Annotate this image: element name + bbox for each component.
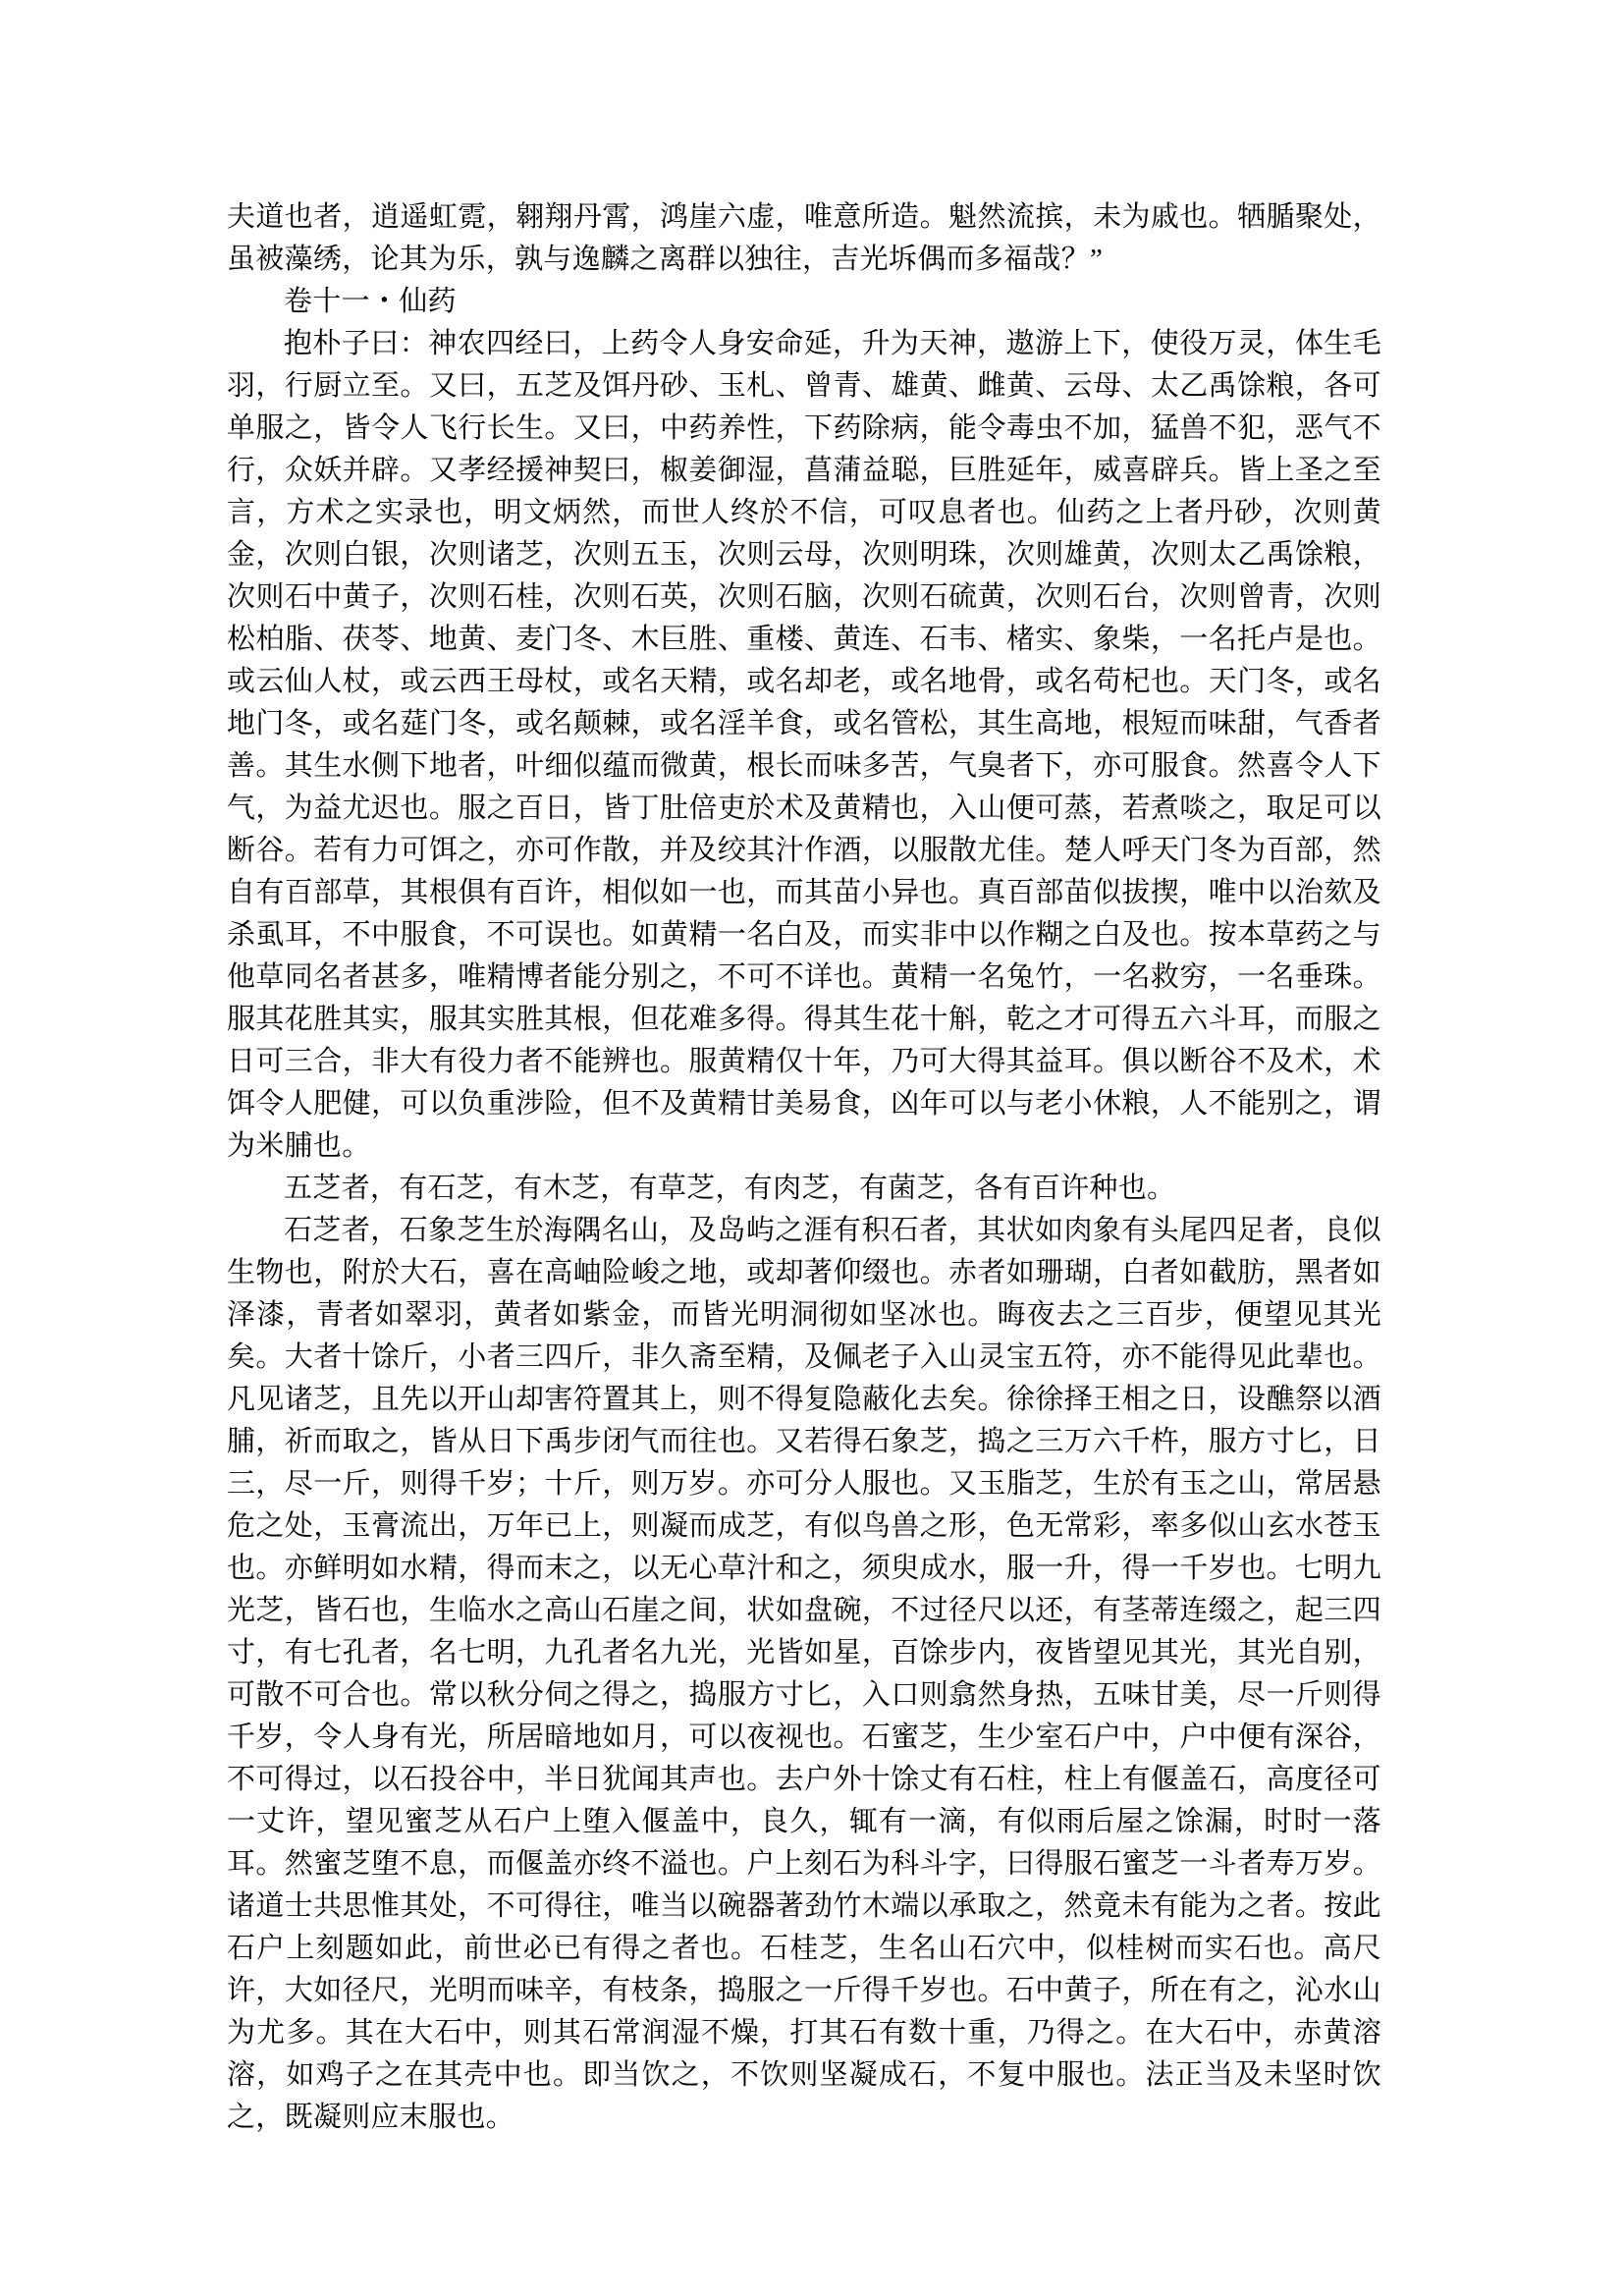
paragraph-1: 夫道也者，逍遥虹霓，翱翔丹霄，鸿崖六虚，唯意所造。魁然流摈，未为戚也。牺腯聚处，虽被藻绣，论其为乐，孰与逸麟之离群以独往，吉光坼偶而多福哉？” <box>227 201 1381 275</box>
paragraph-4: 五芝者，有石芝，有木芝，有草芝，有肉芝，有菌芝，各有百许种也。 <box>284 1173 1176 1204</box>
document-text-block <box>227 196 1381 2139</box>
paragraph-5: 石芝者，石象芝生於海隅名山，及岛屿之涯有积石者，其状如肉象有头尾四足者，良似生物也，附於大石，喜在高岫险峻之地，或却著仰缀也。赤者如珊瑚，白者如截肪，黑者如泽漆，青者如翠羽，黄者如紫金，而皆光明洞彻如坚冰也。晦夜去之三百步，便望见其光矣。大者十馀斤，小者三四斤，非久斋至精，及佩老子入山灵宝五符，亦不能得见此辈也。凡见诸芝，且先以开山却害符置其上，则不得复隐蔽化去矣。徐徐择王相之日，设醮祭以酒脯，祈而取之，皆从日下禹步闭气而往也。又若得石象芝，捣之三万六千杵，服方寸匕，日三，尽一斤，则得千岁；十斤，则万岁。亦可分人服也。又玉脂芝，生於有玉之山，常居悬危之处，玉膏流出，万年已上，则凝而成芝，有似鸟兽之形，色无常彩，率多似山玄水苍玉也。亦鲜明如水精，得而末之，以无心草汁和之，须臾成水，服一升，得一千岁也。七明九光芝，皆石也，生临水之高山石崖之间，状如盘碗，不过径尺以还，有茎蒂连缀之，起三四寸，有七孔者，名七明，九孔者名九光，光皆如星，百馀步内，夜皆望见其光，其光自别，可散不可合也。常以秋分伺之得之，捣服方寸匕，入口则翕然身热，五味甘美，尽一斤则得千岁，令人身有光，所居暗地如月，可以夜视也。石蜜芝，生少室石户中，户中便有深谷，不可得过，以石投谷中，半日犹闻其声也。去户外十馀丈有石柱，柱上有偃盖石，高度径可一丈许，望见蜜芝从石户上堕入偃盖中，良久，辄有一滴，有似雨后屋之馀漏，时时一落耳。然蜜芝堕不息，而偃盖亦终不溢也。户上刻石为科斗字，曰得服石蜜芝一斗者寿万岁。诸道士共思惟其处，不可得往，唯当以碗器著劲竹木端以承取之，然竟未有能为之者。按此石户上刻题如此，前世必已有得之者也。石桂芝，生名山石穴中，似桂树而实石也。高尺许，大如径尺，光明而味辛，有枝条，捣服之一斤得千岁也。石中黄子，所在有之，沁水山为尤多。其在大石中，则其石常润湿不燥，打其石有数十重，乃得之。在大石中，赤黄溶溶，如鸡子之在其壳中也。即当饮之，不饮则坚凝成石，不复中服也。法正当及未坚时饮之，既凝则应末服也。 <box>227 1215 1381 2133</box>
paragraph-3: 抱朴子曰：神农四经曰，上药令人身安命延，升为天神，遨游上下，使役万灵，体生毛羽，行厨立至。又曰，五芝及饵丹砂、玉札、曾青、雄黄、雌黄、云母、太乙禹馀粮，各可单服之，皆令人飞行长生。又曰，中药养性，下药除病，能令毒虫不加，猛兽不犯，恶气不行，众妖并辟。又孝经援神契曰，椒姜御湿，菖蒲益聪，巨胜延年，威喜辟兵。皆上圣之至言，方术之实录也，明文炳然，而世人终於不信，可叹息者也。仙药之上者丹砂，次则黄金，次则白银，次则诸芝，次则五玉，次则云母，次则明珠，次则雄黄，次则太乙禹馀粮，次则石中黄子，次则石桂，次则石英，次则石脑，次则石硫黄，次则石台，次则曾青，次则松柏脂、茯苓、地黄、麦门冬、木巨胜、重楼、黄连、石韦、楮实、象柴，一名托卢是也。或云仙人杖，或云西王母杖，或名天精，或名却老，或名地骨，或名苟杞也。天门冬，或名地门冬，或名莚门冬，或名颠棘，或名淫羊食，或名管松，其生高地，根短而味甜，气香者善。其生水侧下地者，叶细似蕴而微黄，根长而味多苦，气臭者下，亦可服食。然喜令人下气，为益尤迟也。服之百日，皆丁肚倍吏於术及黄精也，入山便可蒸，若煮啖之，取足可以断谷。若有力可饵之，亦可作散，并及绞其汁作酒，以服散尤佳。楚人呼天门冬为百部，然自有百部草，其根俱有百许，相似如一也，而其苗小异也。真百部苗似拔揳，唯中以治欬及杀虱耳，不中服食，不可误也。如黄精一名白及，而实非中以作糊之白及也。按本草药之与他草同名者甚多，唯精博者能分别之，不可不详也。黄精一名兔竹，一名救穷，一名垂珠。服其花胜其实，服其实胜其根，但花难多得。得其生花十斛，乾之才可得五六斗耳，而服之日可三合，非大有役力者不能辨也。服黄精仅十年，乃可大得其益耳。俱以断谷不及术，术饵令人肥健，可以负重涉险，但不及黄精甘美易食，凶年可以与老小休粮，人不能别之，谓为米脯也。 <box>227 328 1381 1162</box>
paragraph-2: 卷十一・仙药 <box>284 286 457 317</box>
